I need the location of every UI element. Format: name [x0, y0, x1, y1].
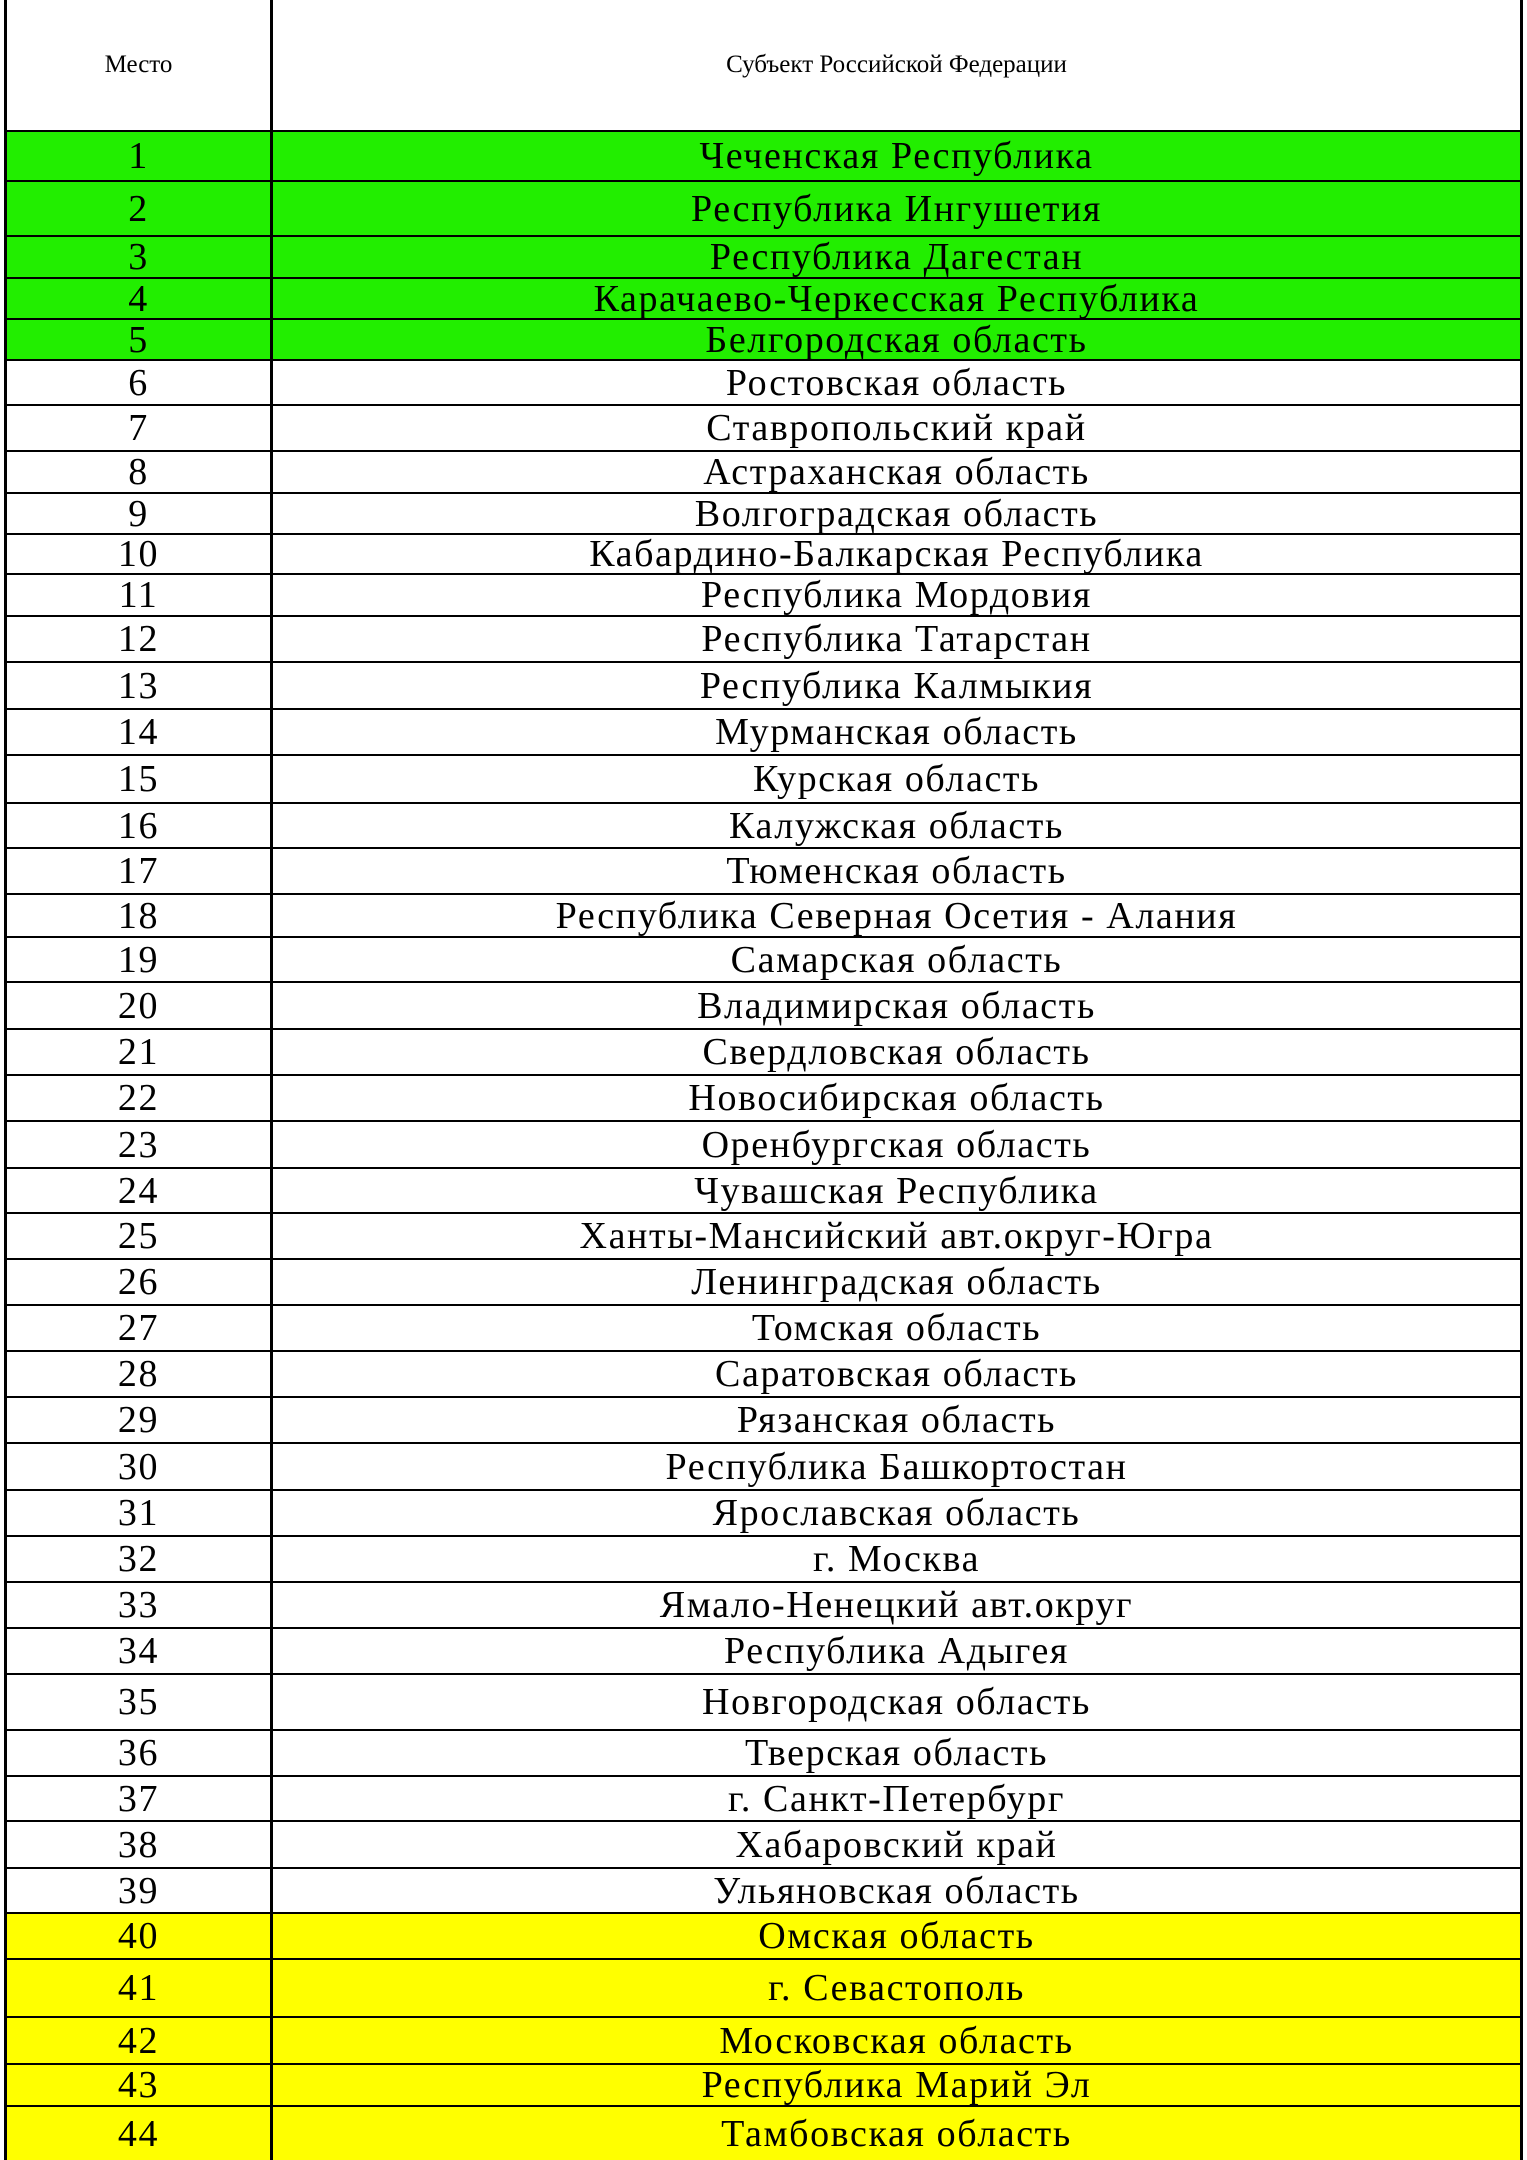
table-row [7, 320, 1520, 361]
table-row [7, 1731, 1520, 1777]
row-subject: Самарская область [730, 938, 1063, 981]
table-row [7, 279, 1520, 320]
table-row [7, 132, 1520, 182]
row-subject: Оренбургская область [701, 1123, 1092, 1166]
row-place: 27 [7, 1306, 273, 1350]
table-row [7, 1444, 1520, 1491]
row-place: 18 [7, 895, 273, 936]
row-place: 37 [7, 1777, 273, 1820]
row-subject: Рязанская область [736, 1399, 1057, 1441]
table-row [7, 494, 1520, 535]
row-place: 34 [7, 1629, 273, 1673]
table-row [7, 1960, 1520, 2018]
row-subject: Республика Марий Эл [701, 2064, 1092, 2106]
row-subject: Новосибирская область [688, 1077, 1105, 1119]
table-row [7, 1030, 1520, 1076]
row-place: 5 [7, 320, 273, 359]
row-place: 32 [7, 1537, 273, 1581]
row-place: 9 [7, 494, 273, 533]
table-row [7, 1306, 1520, 1352]
row-subject: Владимирская область [697, 984, 1096, 1027]
row-place: 23 [7, 1122, 273, 1167]
row-subject: Томская область [751, 1307, 1042, 1349]
row-subject: Ульяновская область [713, 1869, 1080, 1912]
table-row [7, 575, 1520, 617]
table-row [7, 756, 1520, 804]
table-row [7, 1260, 1520, 1306]
row-place: 11 [7, 575, 273, 615]
row-place: 20 [7, 983, 273, 1028]
row-place: 29 [7, 1398, 273, 1442]
row-place: 26 [7, 1260, 273, 1304]
table-row [7, 1777, 1520, 1822]
table-row [7, 1122, 1520, 1169]
table-row [7, 1352, 1520, 1398]
row-place: 19 [7, 938, 273, 981]
row-subject: Белгородская область [705, 318, 1088, 361]
row-subject: Свердловская область [702, 1031, 1091, 1073]
row-place: 35 [7, 1675, 273, 1729]
table-row [7, 1675, 1520, 1731]
table-row [7, 1076, 1520, 1122]
row-place: 40 [7, 1914, 273, 1958]
row-subject: Ярославская область [712, 1492, 1081, 1534]
table-row [7, 406, 1520, 452]
row-place: 38 [7, 1822, 273, 1867]
row-subject: Новгородская область [702, 1681, 1091, 1723]
table-header-row [7, 0, 1520, 132]
row-place: 44 [7, 2107, 273, 2160]
row-place: 36 [7, 1731, 273, 1775]
row-subject: Саратовская область [715, 1353, 1078, 1395]
row-place: 13 [7, 663, 273, 708]
row-place: 15 [7, 756, 273, 802]
row-place: 3 [7, 237, 273, 277]
row-subject: Омская область [758, 1915, 1035, 1957]
table-row [7, 1822, 1520, 1869]
row-place: 14 [7, 710, 273, 754]
row-subject: Кабардино-Балкарская Республика [589, 533, 1204, 575]
row-place: 8 [7, 452, 273, 492]
table-row [7, 895, 1520, 938]
row-place: 16 [7, 804, 273, 847]
table-row [7, 1491, 1520, 1537]
table-row [7, 1914, 1520, 1960]
row-place: 17 [7, 849, 273, 893]
row-subject: г. Москва [812, 1538, 981, 1580]
row-subject: Республика Калмыкия [699, 664, 1094, 707]
row-subject: Чувашская Республика [694, 1169, 1099, 1212]
table-row [7, 1869, 1520, 1914]
row-place: 22 [7, 1076, 273, 1120]
row-subject: г. Санкт-Петербург [727, 1777, 1066, 1820]
table-row [7, 617, 1520, 663]
row-subject: Ямало-Ненецкий авт.округ [659, 1584, 1134, 1626]
row-subject: Волгоградская область [694, 492, 1099, 535]
row-place: 4 [7, 279, 273, 318]
table-row [7, 1537, 1520, 1583]
row-subject: Тюменская область [726, 850, 1067, 892]
table-row [7, 1214, 1520, 1260]
row-subject: Курская область [752, 758, 1041, 800]
table-row [7, 2107, 1520, 2160]
header-subject: Субъект Российской Федерации [726, 51, 1067, 78]
row-place: 10 [7, 535, 273, 573]
table-row [7, 710, 1520, 756]
table-row [7, 983, 1520, 1030]
table-row [7, 2065, 1520, 2107]
row-place: 6 [7, 361, 273, 404]
row-place: 24 [7, 1169, 273, 1212]
table-row [7, 237, 1520, 279]
row-place: 43 [7, 2065, 273, 2105]
table-row [7, 938, 1520, 983]
row-place: 33 [7, 1583, 273, 1627]
row-subject: Республика Татарстан [701, 618, 1092, 660]
row-place: 31 [7, 1491, 273, 1535]
row-subject: Ленинградская область [691, 1261, 1102, 1303]
row-subject: Тамбовская область [721, 2112, 1072, 2155]
row-subject: Республика Башкортостан [665, 1445, 1128, 1488]
row-place: 7 [7, 406, 273, 450]
row-place: 25 [7, 1214, 273, 1258]
row-subject: Ханты-Мансийский авт.округ-Югра [579, 1215, 1214, 1257]
row-subject: Республика Мордовия [701, 574, 1092, 616]
row-subject: Ростовская область [725, 361, 1068, 404]
row-subject: Мурманская область [715, 711, 1078, 753]
row-place: 41 [7, 1960, 273, 2016]
row-subject: Республика Северная Осетия - Алания [555, 894, 1238, 937]
table-row [7, 804, 1520, 849]
row-place: 30 [7, 1444, 273, 1489]
row-subject: г. Севастополь [768, 1967, 1025, 2009]
row-place: 39 [7, 1869, 273, 1912]
row-place: 28 [7, 1352, 273, 1396]
row-subject: Московская область [719, 2019, 1074, 2062]
row-subject: Республика Дагестан [709, 236, 1084, 278]
row-subject: Республика Адыгея [723, 1630, 1070, 1672]
row-subject: Калужская область [729, 804, 1064, 847]
row-subject: Карачаево-Черкесская Республика [593, 277, 1200, 320]
row-place: 21 [7, 1030, 273, 1074]
row-subject: Тверская область [744, 1732, 1049, 1774]
row-place: 42 [7, 2018, 273, 2063]
table-row [7, 1629, 1520, 1675]
row-subject: Республика Ингушетия [691, 187, 1102, 230]
table-row [7, 1398, 1520, 1444]
row-place: 2 [7, 182, 273, 235]
row-subject: Астраханская область [703, 451, 1090, 493]
table-row [7, 182, 1520, 237]
row-place: 1 [7, 132, 273, 180]
table-row [7, 1169, 1520, 1214]
row-subject: Чеченская Республика [699, 135, 1094, 177]
table-row [7, 361, 1520, 406]
table-row [7, 452, 1520, 494]
header-place: Место [7, 0, 273, 130]
ranking-table [4, 0, 1523, 2160]
row-place: 12 [7, 617, 273, 661]
row-subject: Хабаровский край [735, 1823, 1058, 1866]
row-subject: Ставропольский край [706, 407, 1087, 449]
table-row [7, 849, 1520, 895]
table-row [7, 663, 1520, 710]
table-row [7, 1583, 1520, 1629]
table-row [7, 535, 1520, 575]
table-row [7, 2018, 1520, 2065]
